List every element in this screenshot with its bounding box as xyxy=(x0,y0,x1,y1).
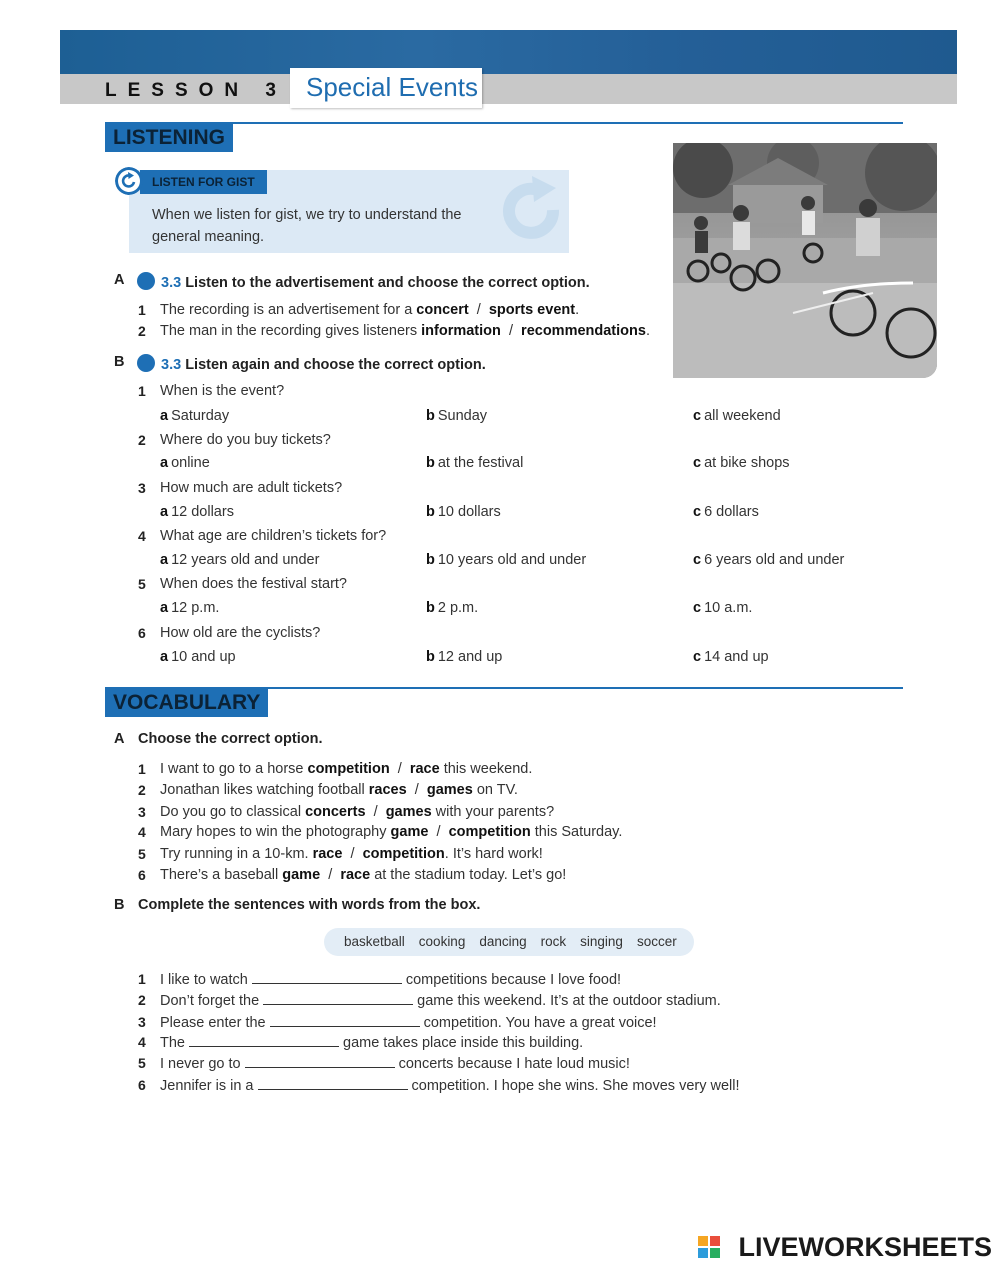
listening-a-item-2: The man in the recording gives listeners information / recommendations. xyxy=(160,323,650,339)
item-number: 2 xyxy=(138,992,146,1008)
option-2[interactable]: sports event xyxy=(488,302,576,318)
question-text: When does the festival start? xyxy=(160,576,347,592)
option-a[interactable]: a online xyxy=(160,455,210,471)
listen-for-gist-text: When we listen for gist, we try to understand the general meaning. xyxy=(152,207,462,245)
listening-a-item-1: The recording is an advertisement for a concert / sports event. xyxy=(160,302,580,318)
option-b[interactable]: b Sunday xyxy=(426,408,488,424)
word-box-item: soccer xyxy=(636,934,677,949)
option-2[interactable]: competition xyxy=(362,846,445,862)
question-text: Where do you buy tickets? xyxy=(160,432,331,448)
option-1[interactable]: concerts xyxy=(305,804,366,820)
vocab-task-b-letter: B xyxy=(114,897,125,913)
vocab-task-b-instruction: Complete the sentences with words from the box. xyxy=(138,897,481,913)
vocab-a-item-1: I want to go to a horse competition / race this weekend. xyxy=(160,761,533,777)
item-number: 1 xyxy=(138,761,146,777)
vocab-task-a-letter: A xyxy=(114,731,125,747)
option-c[interactable]: c 10 a.m. xyxy=(693,600,753,616)
word-box-list xyxy=(344,934,691,949)
option-c[interactable]: c 14 and up xyxy=(693,649,769,665)
item-number: 6 xyxy=(138,1077,146,1093)
liveworksheets-logo-text[interactable]: LIVEWORKSHEETS xyxy=(738,1232,992,1262)
answer-blank[interactable] xyxy=(252,971,402,984)
option-1[interactable]: competition xyxy=(307,761,390,777)
vocab-b-item-2: Don’t forget the game this weekend. It’s at the outdoor stadium. xyxy=(160,993,721,1009)
vocab-a-item-6: There’s a baseball game / race at the stadium today. Let’s go! xyxy=(160,867,567,883)
question-number: 5 xyxy=(138,576,146,592)
listening-task-a-instruction: 3.3 Listen to the advertisement and choose the correct option. xyxy=(137,272,590,291)
item-number: 5 xyxy=(138,1055,146,1071)
item-number: 5 xyxy=(138,846,146,862)
question-number: 3 xyxy=(138,480,146,496)
item-number: 2 xyxy=(138,782,146,798)
cyclists-photo xyxy=(673,143,937,378)
option-b[interactable]: b 2 p.m. xyxy=(426,600,479,616)
vocabulary-heading: VOCABULARY xyxy=(105,687,268,717)
vocab-b-item-5: I never go to concerts because I hate loud music! xyxy=(160,1056,630,1072)
lesson-title: Special Events xyxy=(306,72,478,102)
option-b[interactable]: b 10 years old and under xyxy=(426,552,587,568)
option-1[interactable]: game xyxy=(390,824,429,840)
item-number: 1 xyxy=(138,302,146,318)
option-2[interactable]: race xyxy=(340,867,371,883)
question-text: What age are children’s tickets for? xyxy=(160,528,387,544)
option-a[interactable]: a 12 dollars xyxy=(160,504,234,520)
listening-task-b-instruction: 3.3 Listen again and choose the correct option. xyxy=(137,354,486,373)
liveworksheets-logo-icon xyxy=(698,1236,720,1258)
question-number: 4 xyxy=(138,528,146,544)
word-box-item: cooking xyxy=(418,934,466,949)
answer-blank[interactable] xyxy=(245,1055,395,1068)
vocab-a-item-3: Do you go to classical concerts / games with your parents? xyxy=(160,804,555,820)
answer-blank[interactable] xyxy=(270,1014,420,1027)
listening-task-b-letter: B xyxy=(114,354,125,370)
option-c[interactable]: c all weekend xyxy=(693,408,781,424)
option-1[interactable]: concert xyxy=(416,302,469,318)
item-number: 3 xyxy=(138,804,146,820)
word-box-item: rock xyxy=(540,934,567,949)
option-2[interactable]: games xyxy=(426,782,473,798)
refresh-watermark-icon xyxy=(498,172,568,252)
word-box-item: dancing xyxy=(479,934,527,949)
item-number: 4 xyxy=(138,1034,146,1050)
option-1[interactable]: information xyxy=(421,323,501,339)
option-2[interactable]: race xyxy=(409,761,440,777)
listening-heading: LISTENING xyxy=(105,122,233,152)
vocab-a-item-4: Mary hopes to win the photography game / competition this Saturday. xyxy=(160,824,623,840)
option-a[interactable]: a 12 years old and under xyxy=(160,552,320,568)
answer-blank[interactable] xyxy=(263,992,413,1005)
option-b[interactable]: b at the festival xyxy=(426,455,524,471)
header-banner xyxy=(60,30,957,74)
option-a[interactable]: a 12 p.m. xyxy=(160,600,220,616)
option-2[interactable]: games xyxy=(385,804,432,820)
vocab-b-item-1: I like to watch competitions because I love food! xyxy=(160,972,622,988)
question-text: How much are adult tickets? xyxy=(160,480,343,496)
option-c[interactable]: c 6 dollars xyxy=(693,504,759,520)
option-c[interactable]: c 6 years old and under xyxy=(693,552,845,568)
option-1[interactable]: game xyxy=(282,867,321,883)
word-box-item: basketball xyxy=(344,934,405,949)
listen-for-gist-label: LISTEN FOR GIST xyxy=(140,170,267,194)
vocab-a-item-5: Try running in a 10-km. race / competition. It’s hard work! xyxy=(160,846,543,862)
item-number: 6 xyxy=(138,867,146,883)
answer-blank[interactable] xyxy=(258,1077,408,1090)
option-1[interactable]: races xyxy=(368,782,407,798)
question-number: 2 xyxy=(138,432,146,448)
vocab-b-item-4: The game takes place inside this building. xyxy=(160,1035,584,1051)
vocab-task-a-instruction: Choose the correct option. xyxy=(138,731,323,747)
audio-speaker-icon[interactable] xyxy=(137,354,155,372)
vocab-a-item-2: Jonathan likes watching football races / games on TV. xyxy=(160,782,518,798)
word-box-item: singing xyxy=(580,934,623,949)
audio-speaker-icon[interactable] xyxy=(137,272,155,290)
vocab-b-item-6: Jennifer is in a competition. I hope she wins. She moves very well! xyxy=(160,1078,740,1094)
vocab-b-item-3: Please enter the competition. You have a great voice! xyxy=(160,1015,657,1031)
option-c[interactable]: c at bike shops xyxy=(693,455,790,471)
answer-blank[interactable] xyxy=(189,1034,339,1047)
question-text: When is the event? xyxy=(160,383,285,399)
option-b[interactable]: b 12 and up xyxy=(426,649,503,665)
option-2[interactable]: recommendations xyxy=(521,323,646,339)
item-number: 3 xyxy=(138,1014,146,1030)
option-a[interactable]: a Saturday xyxy=(160,408,230,424)
item-number: 1 xyxy=(138,971,146,987)
question-number: 6 xyxy=(138,625,146,641)
option-a[interactable]: a 10 and up xyxy=(160,649,236,665)
option-1[interactable]: race xyxy=(312,846,343,862)
listening-task-a-letter: A xyxy=(114,272,125,288)
question-text: How old are the cyclists? xyxy=(160,625,321,641)
item-number: 4 xyxy=(138,824,146,840)
option-b[interactable]: b 10 dollars xyxy=(426,504,501,520)
item-number: 2 xyxy=(138,323,146,339)
lesson-label: LESSON 3 xyxy=(105,80,287,101)
option-2[interactable]: competition xyxy=(448,824,531,840)
refresh-icon xyxy=(115,167,143,195)
question-number: 1 xyxy=(138,383,146,399)
